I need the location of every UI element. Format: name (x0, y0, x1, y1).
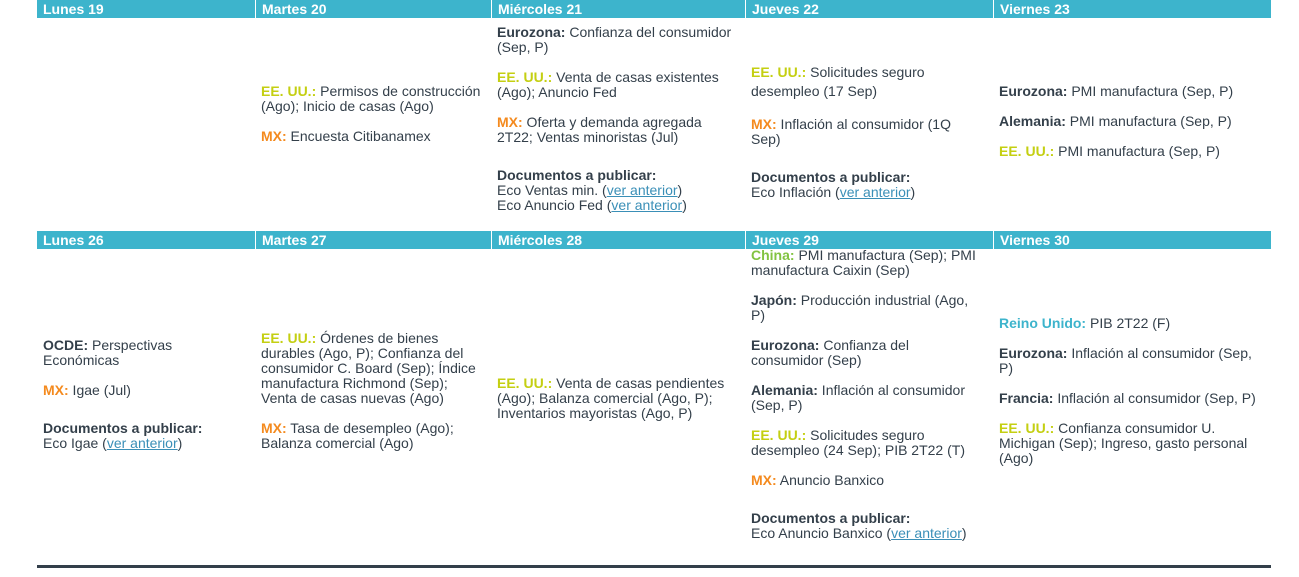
event (751, 428, 983, 458)
event-text: Confianza del consumidor (Sep, P) (497, 24, 732, 55)
event-text: Inflación al consumidor (Sep, P) (1053, 390, 1256, 406)
country-label: MX: (751, 116, 777, 132)
country-label: EE. UU.: (751, 64, 807, 80)
country-label: EE. UU.: (497, 375, 553, 391)
ver-anterior-link[interactable]: ver anterior (891, 525, 962, 541)
country-label: China: (751, 247, 795, 263)
event-text: Tasa de desempleo (Ago); Balanza comercial (Ago) (261, 420, 454, 451)
event (999, 316, 1261, 331)
day-header-viernes-23: Viernes 23 (993, 0, 1271, 18)
event (751, 473, 983, 488)
event (751, 117, 983, 147)
documents-title: Documentos a publicar: (751, 510, 911, 526)
event-text: Oferta y demanda agregada 2T22; Ventas minoristas (Jul) (497, 114, 702, 145)
day-header-miercoles-28: Miércoles 28 (491, 231, 745, 249)
country-label: Eurozona: (999, 83, 1068, 99)
day-header-martes-27: Martes 27 (255, 231, 491, 249)
doc-close: ) (677, 182, 683, 198)
event-text: Órdenes de bienes durables (Ago, P); Confianza del consumidor C. Board (Sep); Índice manufactura Richmond (Sep); Venta de casas nuevas (Ago) (261, 330, 476, 406)
doc-name: Eco Ventas min. ( (497, 182, 607, 198)
cell-miercoles-21 (491, 25, 741, 213)
event-text: Permisos de construcción (Ago); Inicio de casas (Ago) (261, 83, 481, 114)
event (751, 63, 983, 101)
event (999, 421, 1261, 466)
doc-close: ) (177, 435, 183, 451)
day-header-jueves-29: Jueves 29 (745, 231, 993, 249)
event-text: PMI manufactura (Sep, P) (1065, 113, 1232, 129)
doc-name: Eco Anuncio Banxico ( (751, 525, 892, 541)
event-text: Venta de casas existentes (Ago); Anuncio Fed (497, 69, 719, 100)
week-2 (37, 231, 1271, 565)
event (261, 331, 481, 406)
country-label: MX: (261, 420, 287, 436)
event-text: Perspectivas Económicas (43, 337, 173, 368)
event-text: PMI manufactura (Sep, P) (1067, 83, 1234, 99)
ver-anterior-link[interactable]: ver anterior (611, 197, 683, 213)
country-label: Alemania: (751, 382, 818, 398)
day-header-viernes-30: Viernes 30 (993, 231, 1271, 249)
doc-name: Eco Anuncio Fed ( (497, 197, 612, 213)
event (751, 383, 983, 413)
week-1-header (37, 0, 1271, 18)
event-text: Anuncio Banxico (776, 472, 885, 488)
country-label: MX: (43, 382, 69, 398)
day-header-miercoles-21: Miércoles 21 (491, 0, 745, 18)
documents-title: Documentos a publicar: (43, 420, 203, 436)
event (497, 70, 735, 100)
event-text: Producción industrial (Ago, P) (751, 292, 969, 323)
doc-close: ) (910, 184, 916, 200)
documents-title: Documentos a publicar: (497, 167, 657, 183)
cell-jueves-29 (745, 248, 989, 541)
event (999, 84, 1261, 99)
doc-close: ) (682, 197, 687, 213)
country-label: EE. UU.: (261, 330, 317, 346)
country-label: EE. UU.: (261, 83, 317, 99)
country-label: Eurozona: (999, 345, 1068, 361)
event-text: Encuesta Citibanamex (286, 128, 431, 144)
cell-martes-20 (255, 84, 487, 144)
country-label: Alemania: (999, 113, 1066, 129)
day-header-lunes-26: Lunes 26 (43, 232, 104, 248)
cell-miercoles-28 (491, 376, 741, 421)
cell-jueves-22 (745, 63, 989, 200)
doc-name: Eco Igae ( (43, 435, 107, 451)
country-label: MX: (261, 128, 287, 144)
event-text: PMI manufactura (Sep, P) (1054, 143, 1220, 159)
event (261, 129, 481, 144)
event (497, 115, 735, 145)
doc-close: ) (961, 525, 967, 541)
documents-block (751, 511, 983, 541)
ver-anterior-link[interactable]: ver anterior (606, 182, 678, 198)
country-label: Eurozona: (751, 337, 820, 353)
ver-anterior-link[interactable]: ver anterior (839, 184, 911, 200)
country-label: Japón: (751, 292, 797, 308)
week-1 (37, 0, 1271, 230)
event (261, 84, 481, 114)
event-text: PIB 2T22 (F) (1086, 315, 1171, 331)
documents-block (497, 168, 735, 213)
event-text: Inflación al consumidor (Sep, P) (751, 382, 965, 413)
event-text: PMI manufactura (Sep); PMI manufactura Caixin (Sep) (751, 247, 976, 278)
event-text: Solicitudes seguro desempleo (17 Sep) (751, 64, 925, 99)
event-text: Solicitudes seguro desempleo (24 Sep); PIB 2T22 (T) (751, 427, 965, 458)
event-text: Confianza consumidor U. Michigan (Sep); Ingreso, gasto personal (Ago) (999, 420, 1248, 466)
event (751, 248, 983, 278)
day-header-martes-20: Martes 20 (255, 0, 491, 18)
country-label: EE. UU.: (497, 69, 553, 85)
country-label: OCDE: (43, 337, 89, 353)
event (497, 25, 735, 55)
country-label: Eurozona: (497, 24, 566, 40)
event (43, 383, 245, 398)
country-label: MX: (497, 114, 523, 130)
cell-viernes-23 (993, 84, 1267, 159)
event-text: Inflación al consumidor (Sep, P) (999, 345, 1252, 376)
week-2-header (37, 231, 1271, 249)
documents-title: Documentos a publicar: (751, 169, 911, 185)
event (999, 346, 1261, 376)
event-text: Venta de casas pendientes (Ago); Balanza comercial (Ago, P); Inventarios mayoristas (Ago, P) (497, 375, 725, 421)
country-label: EE. UU.: (751, 427, 807, 443)
country-label: Francia: (999, 390, 1054, 406)
cell-martes-27 (255, 331, 487, 451)
country-label: MX: (751, 472, 777, 488)
event-text: Inflación al consumidor (1Q Sep) (751, 116, 951, 147)
event (751, 293, 983, 323)
country-label: EE. UU.: (999, 143, 1055, 159)
event (497, 376, 735, 421)
day-header-jueves-22: Jueves 22 (745, 0, 993, 18)
event (999, 391, 1261, 406)
event (43, 338, 245, 368)
documents-block (751, 170, 983, 200)
event (999, 144, 1261, 159)
day-header-lunes-19: Lunes 19 (43, 1, 104, 17)
event-text: Igae (Jul) (68, 382, 131, 398)
bottom-divider (37, 565, 1271, 568)
doc-name: Eco Inflación ( (751, 184, 840, 200)
country-label: EE. UU.: (999, 420, 1055, 436)
ver-anterior-link[interactable]: ver anterior (106, 435, 178, 451)
event (751, 338, 983, 368)
event (999, 114, 1261, 129)
country-label: Reino Unido: (999, 315, 1087, 331)
cell-viernes-30 (993, 316, 1267, 466)
event (261, 421, 481, 451)
cell-lunes-26 (37, 338, 251, 451)
documents-block (43, 421, 245, 451)
event-text: Confianza del consumidor (Sep) (751, 337, 909, 368)
